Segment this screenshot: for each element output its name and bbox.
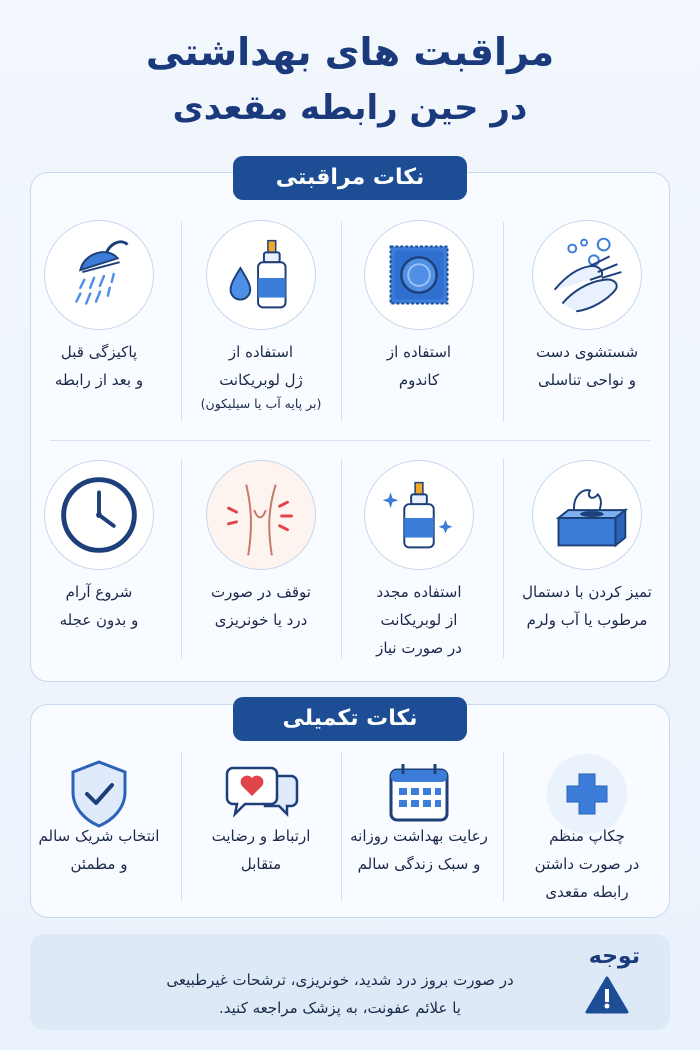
tip-text: توقف در صورت درد یا خونریزی	[211, 583, 311, 629]
tip-shower	[20, 220, 178, 430]
tissue-box-icon	[532, 460, 642, 570]
tip-hand-wash	[508, 220, 666, 430]
tip-reapply	[340, 460, 498, 670]
tip-condom	[340, 220, 498, 430]
tip-tissue	[508, 460, 666, 670]
extra-hygiene	[340, 746, 498, 916]
tip-text: رعایت بهداشت روزانه و سبک زندگی سالم	[350, 827, 488, 873]
divider	[50, 440, 650, 441]
divider	[503, 222, 504, 422]
page-title: مراقبت های بهداشتی	[145, 30, 555, 74]
extra-checkup	[508, 746, 666, 916]
tip-lubricant	[182, 220, 340, 430]
pain-stop-icon	[206, 460, 316, 570]
tip-stop	[182, 460, 340, 670]
tip-text: استفاده مجدد از لوبریکانت در صورت نیاز	[376, 583, 462, 657]
extra-partner	[20, 746, 178, 916]
tip-text: پاکیزگی قبل و بعد از رابطه	[54, 343, 144, 389]
tip-text: استفاده از ژل لوبریکانت (بر پایه آب یا سیلیکون)	[200, 343, 322, 411]
shower-icon	[44, 220, 154, 330]
hand-wash-icon	[532, 220, 642, 330]
tip-text: ارتباط و رضایت متقابل	[211, 827, 311, 873]
lubricant-reapply-icon	[364, 460, 474, 570]
condom-icon	[364, 220, 474, 330]
tip-text: انتخاب شریک سالم و مطمئن	[38, 827, 160, 873]
divider	[503, 458, 504, 658]
extra-consent	[182, 746, 340, 916]
clock-icon	[44, 460, 154, 570]
extra-tips-heading: نکات تکمیلی	[233, 697, 467, 741]
notice-title: توجه	[588, 944, 640, 969]
care-tips-heading: نکات مراقبتی	[233, 156, 467, 200]
notice-text: در صورت بروز درد شدید، خونریزی، ترشحات غیرطبیعی یا علائم عفونت، به پزشک مراجعه کنید.	[166, 971, 514, 1017]
tip-text: چکاپ منظم در صورت داشتن رابطه مقعدی	[534, 827, 640, 901]
tip-text: تمیز کردن با دستمال مرطوب یا آب ولرم	[522, 583, 652, 629]
tip-text: شروع آرام و بدون عجله	[59, 583, 139, 629]
page-subtitle: در حین رابطه مقعدی	[172, 88, 528, 128]
warning-icon	[585, 975, 629, 1015]
lubricant-bottle-icon	[206, 220, 316, 330]
tip-slow	[20, 460, 178, 670]
divider	[503, 752, 504, 902]
tip-text: استفاده از کاندوم	[386, 343, 452, 389]
tip-text: شستشوی دست و نواحی تناسلی	[535, 343, 639, 389]
